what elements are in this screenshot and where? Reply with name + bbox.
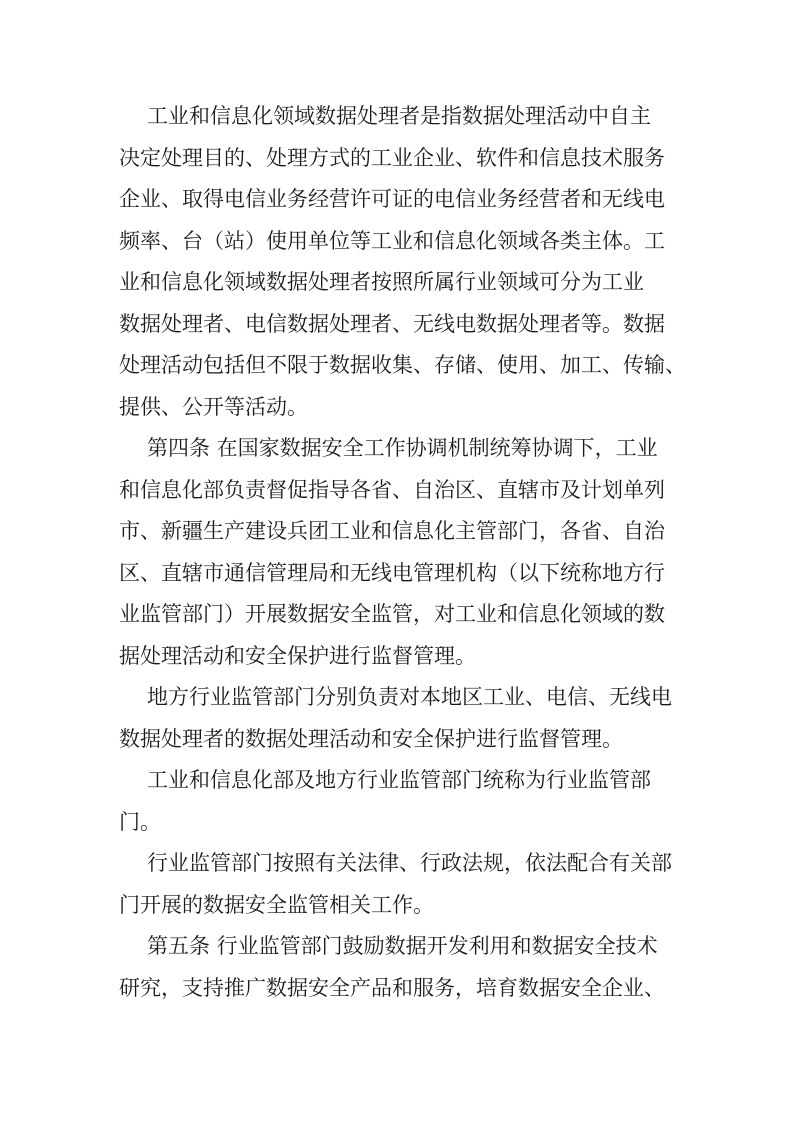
text-line: 市、新疆生产建设兵团工业和信息化主管部门，各省、自治 [119, 519, 665, 543]
text-line: 业和信息化领域数据处理者按照所属行业领域可分为工业 [119, 270, 644, 294]
text-line: 行业监管部门按照有关法律、行政法规，依法配合有关部 [147, 851, 672, 875]
text-line: 业监管部门）开展数据安全监管，对工业和信息化领域的数 [119, 602, 665, 626]
text-line: 处理活动包括但不限于数据收集、存储、使用、加工、传输、 [119, 353, 686, 377]
text-line: 提供、公开等活动。 [119, 394, 308, 419]
text-line: 第五条 行业监管部门鼓励数据开发利用和数据安全技术 [147, 934, 658, 958]
text-line: 工业和信息化领域数据处理者是指数据处理活动中自主 [147, 104, 651, 128]
text-line: 研究，支持推广数据安全产品和服务，培育数据安全企业、 [119, 975, 665, 1000]
text-line: 第四条 在国家数据安全工作协调机制统筹协调下，工业 [147, 436, 658, 460]
text-line: 决定处理目的、处理方式的工业企业、软件和信息技术服务 [119, 145, 665, 170]
text-line: 区、直辖市通信管理局和无线电管理机构（以下统称地方行 [119, 560, 665, 585]
text-line: 数据处理者的数据处理活动和安全保护进行监督管理。 [119, 726, 623, 751]
text-line: 和信息化部负责督促指导各省、自治区、直辖市及计划单列 [119, 477, 665, 502]
text-line: 门。 [119, 809, 161, 834]
text-line: 频率、台（站）使用单位等工业和信息化领域各类主体。工 [119, 228, 665, 253]
text-line: 据处理活动和安全保护进行监督管理。 [119, 643, 476, 668]
text-line: 门开展的数据安全监管相关工作。 [119, 892, 434, 917]
text-line: 工业和信息化部及地方行业监管部门统称为行业监管部 [147, 768, 651, 792]
text-line: 地方行业监管部门分别负责对本地区工业、电信、无线电 [147, 685, 672, 709]
text-line: 数据处理者、电信数据处理者、无线电数据处理者等。数据 [119, 311, 665, 336]
text-line: 企业、取得电信业务经营许可证的电信业务经营者和无线电 [119, 187, 665, 211]
document-body [119, 96, 686, 1009]
